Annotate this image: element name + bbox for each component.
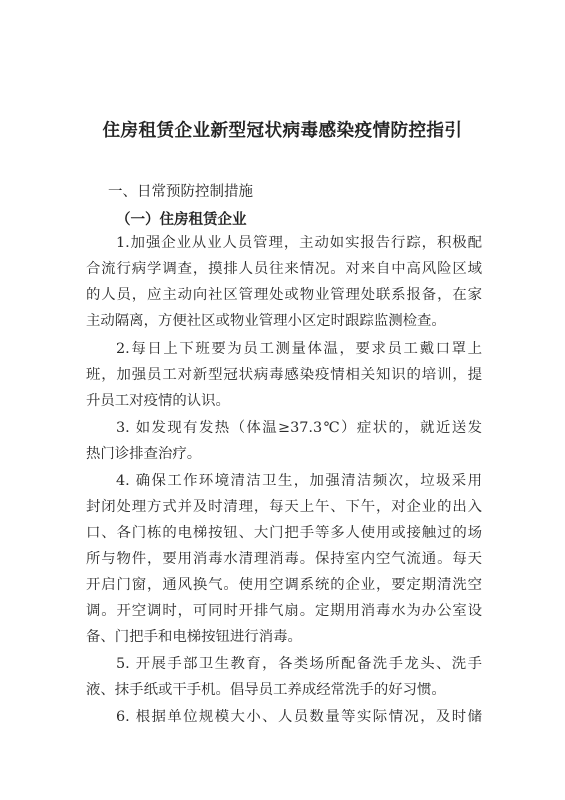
paragraph-line: 调。开空调时，可同时开排气扇。定期用消毒水为办公室设 [86,603,482,619]
paragraph-line: 口、各门栋的电梯按钮、大门把手等多人使用或接触过的场 [86,525,482,541]
paragraph-line: 6. 根据单位规模大小、人员数量等实际情况，及时储 [116,709,482,725]
paragraph-line: 的人员，应主动向社区管理处或物业管理处联系报备，在家 [86,287,482,303]
paragraph-line: 合流行病学调查，摸排人员往来情况。对来自中高风险区域 [86,261,482,277]
subsection-heading: （一）住房租赁企业 [116,212,247,228]
paragraph-line: 主动隔离，方便社区或物业管理小区定时跟踪监测检查。 [86,313,446,329]
paragraph-line: 备、门把手和电梯按钮进行消毒。 [86,629,302,645]
paragraph-line: 1.加强企业从业人员管理，主动如实报告行踪，积极配 [116,235,482,251]
paragraph-line: 2.每日上下班要为员工测量体温，要求员工戴口罩上 [116,341,482,357]
document-title: 住房租赁企业新型冠状病毒感染疫情防控指引 [102,120,463,141]
paragraph-line: 5. 开展手部卫生教育，各类场所配备洗手龙头、洗手 [116,656,482,672]
paragraph-line: 封闭处理方式并及时清理，每天上午、下午，对企业的出入 [86,499,482,515]
paragraph-line: 升员工对疫情的认识。 [86,393,230,409]
paragraph-line: 4. 确保工作环境清洁卫生，加强清洁频次，垃圾采用 [116,473,482,489]
paragraph-line: 液、抹手纸或干手机。倡导员工养成经常洗手的好习惯。 [86,682,446,698]
paragraph-line: 班，加强员工对新型冠状病毒感染疫情相关知识的培训，提 [86,367,482,383]
paragraph-line: 热门诊排查治疗。 [86,446,202,462]
section-heading: 一、日常预防控制措施 [108,184,253,200]
paragraph-line: 3. 如发现有发热（体温≥37.3℃）症状的，就近送发 [116,420,482,436]
paragraph-line: 所与物件，要用消毒水清理消毒。保持室内空气流通。每天 [86,551,482,567]
paragraph-line: 开启门窗，通风换气。使用空调系统的企业，要定期清洗空 [86,577,482,593]
